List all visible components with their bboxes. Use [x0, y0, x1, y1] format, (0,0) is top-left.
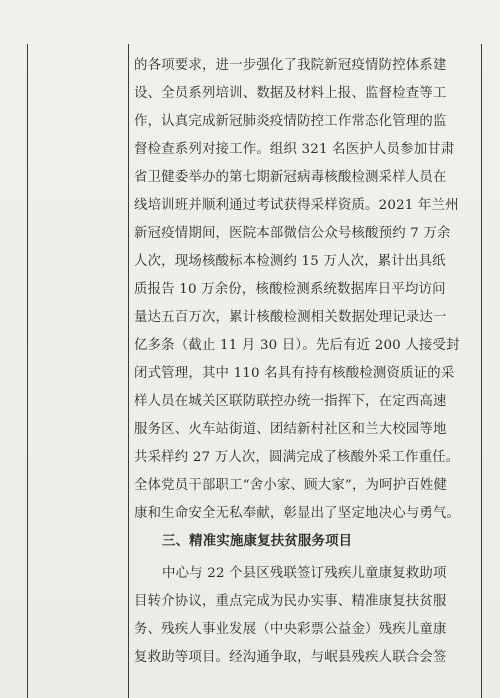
paragraph-line: 设、全员系列培训、数据及材料上报、监督检查等工	[134, 86, 447, 101]
paragraph-line: 人次，现场核酸标本检测约 15 万人次，累计出具纸	[134, 254, 446, 269]
paragraph-line: 督检查系列对接工作。组织 321 名医护人员参加甘肃	[134, 142, 455, 157]
paragraph-line: 线培训班并顺利通过考试获得采样资质。2021 年兰州	[134, 198, 459, 213]
paragraph-line: 省卫健委举办的第七期新冠病毒核酸检测采样人员在	[134, 170, 447, 185]
paragraph-line: 新冠疫情期间，医院本部微信公众号核酸预约 7 万余	[134, 226, 451, 241]
section-heading: 三、精准实施康复扶贫服务项目	[162, 534, 353, 549]
paragraph-line: 亿多条（截止 11 月 30 日）。先后有近 200 人接受封	[134, 338, 460, 353]
section-paragraph-line: 中心与 22 个县区残联签订残疾儿童康复救助项	[162, 566, 447, 581]
paragraph-line: 闭式管理，其中 110 名具有持有核酸检测资质证的采	[134, 366, 455, 381]
paragraph-line: 共采样约 27 万人次，圆满完成了核酸外采工作重任。	[134, 450, 460, 465]
paragraph-line: 服务区、火车站街道、团结新村社区和兰大校园等地	[134, 422, 447, 437]
column-divider	[128, 44, 129, 698]
paragraph-line: 全体党员干部职工“舍小家、顾大家”，为呵护百姓健	[134, 478, 448, 493]
paragraph-line: 质报告 10 万余份，核酸检测系统数据库日平均访问	[134, 282, 446, 297]
paragraph-line: 康和生命安全无私奉献，彰显出了坚定地决心与勇气。	[134, 506, 461, 521]
paragraph-line: 的各项要求，进一步强化了我院新冠疫情防控体系建	[134, 58, 447, 73]
section-paragraph-line: 复救助等项目。经沟通争取，与岷县残疾人联合会签	[134, 650, 447, 665]
section-paragraph-line: 目转介协议，重点完成为民办实事、精准康复扶贫服	[134, 594, 447, 609]
paragraph-line: 样人员在城关区联防联控办统一指挥下，在定西高速	[134, 394, 447, 409]
section-paragraph-line: 务、残疾人事业发展（中央彩票公益金）残疾儿童康	[134, 622, 447, 637]
paragraph-line: 量达五百万次，累计核酸检测相关数据处理记录达一	[134, 310, 447, 325]
paragraph-line: 作，认真完成新冠肺炎疫情防控工作常态化管理的监	[134, 114, 447, 129]
